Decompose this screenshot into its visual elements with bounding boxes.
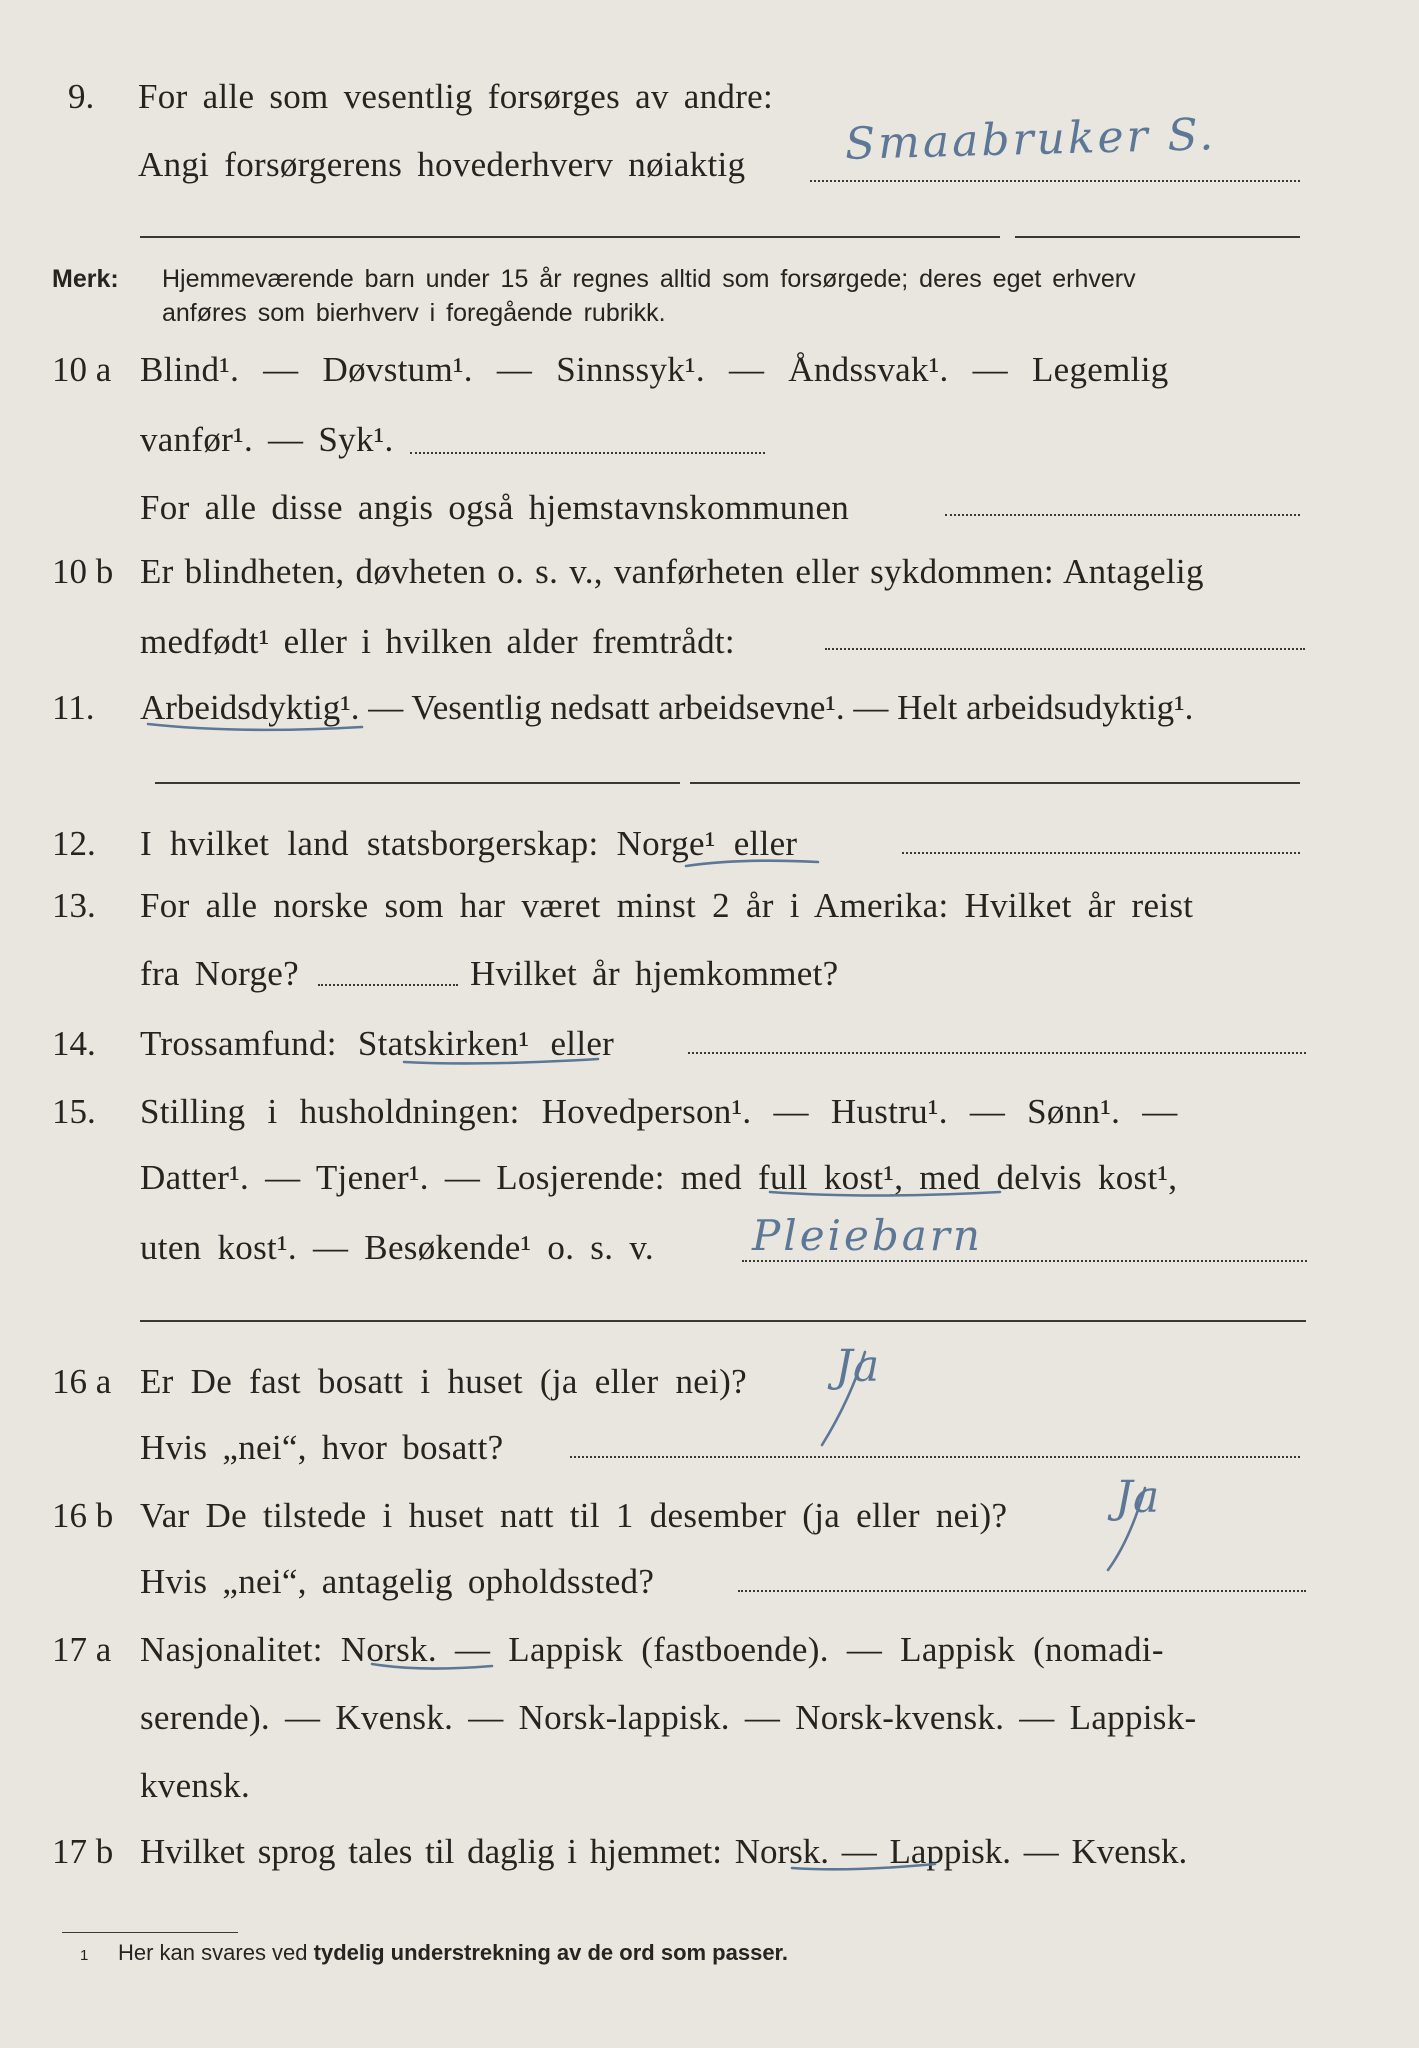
underline-arbeidsdyktig bbox=[148, 724, 362, 730]
question-9-line-2: Angi forsørgerens hovederhverv nøiaktig bbox=[138, 145, 746, 184]
question-10a-line-1: Blind¹. — Døvstum¹. — Sinnssyk¹. — Åndssvak¹. — Legemlig bbox=[140, 350, 1169, 389]
question-17b-line-1: Hvilket sprog tales til daglig i hjemmet: Norsk. — Lappisk. — Kvensk. bbox=[140, 1832, 1188, 1871]
question-12-line-1: I hvilket land statsborgerskap: Norge¹ eller bbox=[140, 824, 798, 863]
handwritten-answer-resident: Ja bbox=[835, 1341, 880, 1392]
question-15-line-3: uten kost¹. — Besøkende¹ o. s. v. bbox=[140, 1228, 654, 1267]
pen-stroke-16b bbox=[1108, 1488, 1145, 1570]
question-17a-line-2: serende). — Kvensk. — Norsk-lappisk. — Norsk-kvensk. — Lappisk- bbox=[140, 1698, 1197, 1737]
question-17a-line-1: Nasjonalitet: Norsk. — Lappisk (fastboende). — Lappisk (nomadi- bbox=[140, 1630, 1164, 1669]
question-15-line-1: Stilling i husholdningen: Hovedperson¹. — Hustru¹. — Sønn¹. — bbox=[140, 1092, 1178, 1131]
footnote-text-plain: Her kan svares ved bbox=[118, 1940, 308, 1965]
question-number: 9. bbox=[68, 77, 95, 116]
question-14-line-1: Trossamfund: Statskirken¹ eller bbox=[140, 1024, 615, 1063]
note-line-2: anføres som bierhverv i foregående rubrikk. bbox=[162, 299, 666, 327]
footnote-mark: 1 bbox=[80, 1947, 89, 1964]
question-15-line-2: Datter¹. — Tjener¹. — Losjerende: med full kost¹, med delvis kost¹, bbox=[140, 1158, 1178, 1197]
question-number: 12. bbox=[52, 824, 96, 863]
question-number: 16 b bbox=[52, 1496, 114, 1535]
question-number: 11. bbox=[52, 688, 95, 727]
handwritten-answer-occupation: Smaabruker S. bbox=[844, 109, 1217, 170]
question-number: 16 a bbox=[52, 1362, 112, 1401]
underline-med-full-kost bbox=[770, 1192, 1000, 1196]
question-number: 10 b bbox=[52, 552, 114, 591]
handwritten-answer-present: Ja bbox=[1115, 1472, 1160, 1523]
note-label: Merk: bbox=[52, 265, 119, 293]
question-number: 17 b bbox=[52, 1832, 114, 1871]
question-10b-line-1: Er blindheten, døvheten o. s. v., vanførheten eller sykdommen: Antagelig bbox=[140, 552, 1204, 591]
question-16a-line-1: Er De fast bosatt i huset (ja eller nei)? bbox=[140, 1362, 747, 1401]
question-number: 14. bbox=[52, 1024, 96, 1063]
question-11-line-1: Arbeidsdyktig¹. — Vesentlig nedsatt arbeidsevne¹. — Helt arbeidsudyktig¹. bbox=[140, 688, 1194, 727]
question-16a-line-2: Hvis „nei“, hvor bosatt? bbox=[140, 1428, 504, 1467]
question-10a-line-2: vanfør¹. — Syk¹. bbox=[140, 420, 394, 459]
underline-statskirken bbox=[404, 1059, 598, 1063]
underline-norsk-17a bbox=[372, 1664, 492, 1669]
question-10a-line-3: For alle disse angis også hjemstavnskommunen bbox=[140, 488, 850, 527]
question-number: 15. bbox=[52, 1092, 96, 1131]
question-number: 13. bbox=[52, 886, 96, 925]
question-16b-line-2: Hvis „nei“, antagelig opholdssted? bbox=[140, 1562, 655, 1601]
handwritten-answer-position: Pleiebarn bbox=[752, 1211, 983, 1260]
pen-stroke-16a bbox=[822, 1352, 865, 1445]
question-16b-line-1: Var De tilstede i huset natt til 1 desember (ja eller nei)? bbox=[140, 1496, 1008, 1535]
question-17a-line-3: kvensk. bbox=[140, 1766, 251, 1805]
question-13-line-2a: fra Norge? bbox=[140, 954, 299, 993]
question-13-line-2b: Hvilket år hjemkommet? bbox=[470, 954, 839, 993]
question-10b-line-2: medfødt¹ eller i hvilken alder fremtrådt: bbox=[140, 622, 735, 661]
note-line-1: Hjemmeværende barn under 15 år regnes alltid som forsørgede; deres eget erhverv bbox=[162, 265, 1136, 293]
question-number: 17 a bbox=[52, 1630, 112, 1669]
question-number: 10 a bbox=[52, 350, 112, 389]
underline-norsk-17b bbox=[792, 1864, 935, 1869]
question-9-line-1: For alle som vesentlig forsørges av andre: bbox=[138, 77, 774, 116]
footnote-text-bold: tydelig understrekning av de ord som passer. bbox=[313, 1940, 789, 1965]
underline-norge bbox=[686, 861, 818, 866]
question-13-line-1: For alle norske som har været minst 2 år i Amerika: Hvilket år reist bbox=[140, 886, 1194, 925]
